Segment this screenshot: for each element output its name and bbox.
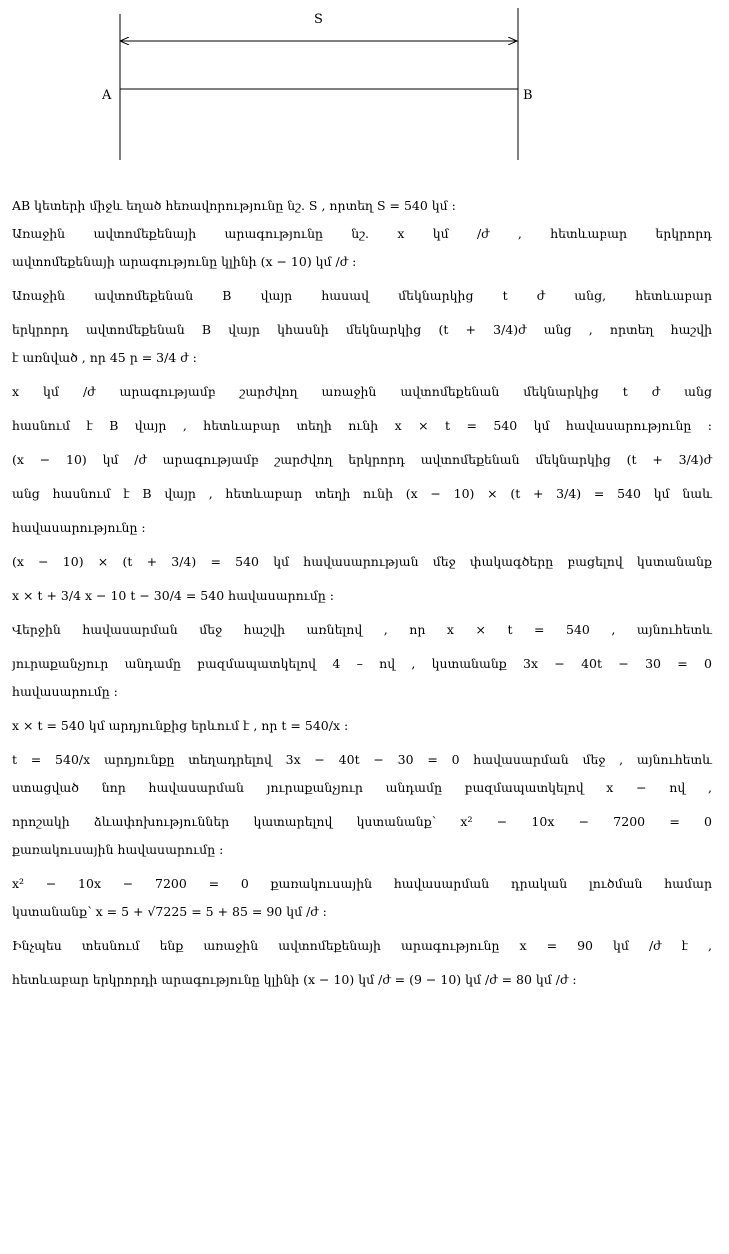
text-line: հետևաբար երկրորդի արագությունը կլինի (x − 10) կմ /ժ = (9 − 10) կմ /ժ = 80 կմ /ժ : — [12, 972, 577, 987]
text-line: x × t = 540 կմ արդյունքից երևում է , որ t = 540/x : — [12, 718, 349, 733]
text-line: x × t + 3/4 x − 10 t − 30/4 = 540 հավասարումը : — [12, 588, 334, 603]
text-line: Առաջին ավտոմեքենան B վայր հասավ մեկնարկից t ժ անց, հետևաբար — [12, 288, 712, 303]
label-s: S — [314, 12, 323, 27]
label-b: B — [523, 88, 533, 103]
text-line: է առնված , որ 45 ր = 3/4 ժ : — [12, 350, 197, 365]
text-line: քառակուսային հավասարումը : — [12, 842, 224, 857]
text-line: անց հասնում է B վայր , հետևաբար տեղի ունի (x − 10) × (t + 3/4) = 540 կմ նաև — [12, 486, 712, 501]
text-line: հասնում է B վայր , հետևաբար տեղի ունի x × t = 540 կմ հավասարությունը : — [12, 418, 712, 433]
text-line: երկրորդ ավտոմեքենան B վայր կհասնի մեկնարկից (t + 3/4)ժ անց , որտեղ հաշվի — [12, 322, 712, 337]
text-line: Վերջին հավասարման մեջ հաշվի առնելով , որ x × t = 540 , այնուհետև — [12, 622, 712, 637]
label-a: A — [102, 88, 112, 103]
text-line: ավտոմեքենայի արագությունը կլինի (x − 10) կմ /ժ : — [12, 254, 357, 269]
text-line: որոշակի ձևափոխություններ կատարելով կստանանք՝ x² − 10x − 7200 = 0 — [12, 814, 712, 829]
text-line: յուրաքանչյուր անդամը բազմապատկելով 4 – ով , կստանանք 3x − 40t − 30 = 0 — [12, 656, 712, 671]
text-line: (x − 10) × (t + 3/4) = 540 կմ հավասարության մեջ փակագծերը բացելով կստանանք — [12, 554, 712, 569]
distance-diagram — [0, 0, 729, 170]
solution-text — [12, 196, 712, 990]
text-line: AB կետերի միջև եղած հեռավորությունը նշ. S , որտեղ S = 540 կմ : — [12, 198, 456, 213]
text-line: x² − 10x − 7200 = 0 քառակուսային հավասարման դրական լուծման համար — [12, 876, 712, 891]
text-line: Ինչպես տեսնում ենք առաջին ավտոմեքենայի արագությունը x = 90 կմ /ժ է , — [12, 938, 712, 953]
text-line: ստացված նոր հավասարման յուրաքանչյուր անդամը բազմապատկելով x − ով , — [12, 780, 712, 795]
text-line: կստանանք՝ x = 5 + √7225 = 5 + 85 = 90 կմ /ժ : — [12, 904, 327, 919]
text-line: (x − 10) կմ /ժ արագությամբ շարժվող երկրորդ ավտոմեքենան մեկնարկից (t + 3/4)ժ — [12, 452, 712, 467]
text-line: t = 540/x արդյունքը տեղադրելով 3x − 40t − 30 = 0 հավասարման մեջ , այնուհետև — [12, 752, 712, 767]
text-line: Առաջին ավտոմեքենայի արագությունը նշ. x կմ /ժ , հետևաբար երկրորդ — [12, 226, 712, 241]
text-line: հավասարությունը : — [12, 520, 146, 535]
text-line: x կմ /ժ արագությամբ շարժվող առաջին ավտոմեքենան մեկնարկից t ժ անց — [12, 384, 712, 399]
distance-diagram-svg — [0, 0, 729, 170]
text-line: հավասարումը : — [12, 684, 118, 699]
